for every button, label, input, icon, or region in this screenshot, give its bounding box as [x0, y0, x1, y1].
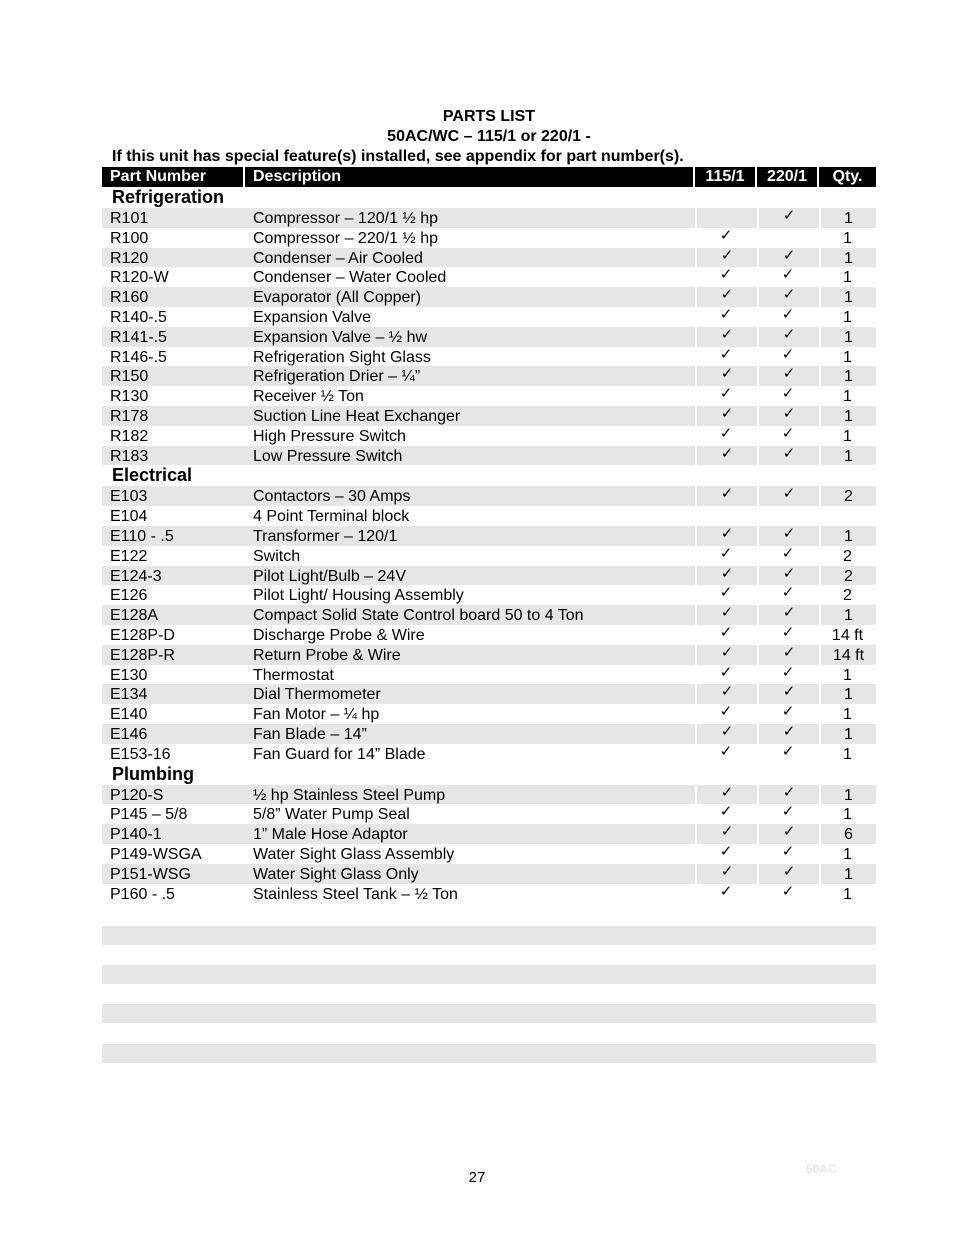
qty-cell: 1	[819, 327, 876, 347]
voltage-220-cell	[757, 625, 819, 645]
header-115: 115/1	[695, 167, 757, 187]
voltage-220-cell	[757, 884, 819, 904]
qty-cell: 1	[819, 785, 876, 805]
check-icon: ✓	[782, 863, 796, 880]
part-number-cell: R160	[110, 289, 149, 307]
voltage-220-cell	[757, 248, 819, 268]
check-icon: ✓	[720, 684, 734, 701]
check-icon: ✓	[720, 824, 734, 841]
qty-cell	[819, 506, 876, 526]
description-cell: Expansion Valve – ½ hw	[253, 328, 428, 346]
table-row	[102, 844, 876, 864]
qty-cell: 1	[819, 208, 876, 228]
voltage-220-cell	[757, 585, 819, 605]
check-icon: ✓	[719, 804, 733, 821]
qty-cell: 1	[819, 724, 876, 744]
header-part-number: Part Number	[102, 167, 245, 187]
check-icon: ✓	[720, 405, 734, 422]
voltage-220-cell	[757, 386, 819, 406]
blank-row	[102, 1004, 876, 1023]
description-cell: Evaporator (All Copper)	[253, 289, 422, 307]
table-row	[102, 585, 876, 605]
part-number-cell: R130	[110, 388, 149, 406]
table-row	[102, 426, 876, 446]
check-icon: ✓	[720, 445, 734, 462]
description-cell: Fan Motor – ¼ hp	[253, 706, 380, 724]
part-number-cell: R182	[110, 427, 149, 445]
qty-cell: 1	[843, 388, 852, 406]
description-cell: 4 Point Terminal block	[253, 508, 410, 526]
description-cell: Refrigeration Drier – ¼”	[253, 368, 421, 386]
qty-cell: 1	[843, 348, 852, 366]
voltage-220-cell	[757, 844, 819, 864]
voltage-220-cell	[757, 208, 819, 228]
header-220: 220/1	[757, 167, 819, 187]
table-row	[102, 386, 876, 406]
part-number-cell: R178	[110, 407, 149, 425]
table-header	[102, 167, 876, 187]
qty-cell: 1	[819, 366, 876, 386]
qty-cell: 14 ft	[819, 645, 876, 665]
part-number-cell: P149-WSGA	[110, 845, 202, 863]
voltage-220-cell	[757, 307, 819, 327]
voltage-115-cell	[695, 486, 757, 506]
part-number-cell: P160 - .5	[110, 885, 175, 903]
description-cell: 1” Male Hose Adaptor	[253, 826, 408, 844]
qty-cell: 1	[819, 287, 876, 307]
description-cell: Thermostat	[253, 666, 334, 684]
voltage-220-cell	[757, 287, 819, 307]
check-icon: ✓	[720, 287, 734, 304]
check-icon: ✓	[782, 565, 796, 582]
check-icon: ✓	[719, 664, 733, 681]
table-row	[102, 684, 876, 704]
blank-row	[102, 1044, 876, 1063]
check-icon: ✓	[781, 267, 795, 284]
qty-cell: 1	[843, 885, 852, 903]
part-number-cell: R120-W	[110, 269, 169, 287]
check-icon: ✓	[719, 624, 733, 641]
voltage-220-cell	[757, 267, 819, 287]
section-header	[102, 187, 876, 208]
part-number-cell: R101	[110, 210, 149, 227]
check-icon: ✓	[782, 824, 796, 841]
qty-cell: 1	[819, 406, 876, 426]
voltage-115-cell	[695, 844, 757, 864]
qty-cell: 1	[819, 526, 876, 546]
check-icon: ✓	[719, 585, 733, 602]
table-row	[102, 566, 876, 586]
part-number-cell: E134	[110, 686, 148, 704]
check-icon: ✓	[720, 366, 734, 383]
part-number-cell: E146	[110, 725, 148, 743]
voltage-115-cell	[695, 386, 757, 406]
voltage-220-cell	[757, 526, 819, 546]
check-icon: ✓	[719, 743, 733, 760]
voltage-220-cell	[757, 546, 819, 566]
parts-table	[102, 167, 876, 903]
part-number-cell: E124-3	[110, 567, 162, 585]
table-row	[102, 744, 876, 764]
part-number-cell: E104	[110, 508, 148, 526]
description-cell: Compressor – 120/1 ½ hp	[253, 210, 438, 227]
table-row	[102, 307, 876, 327]
check-icon: ✓	[720, 247, 734, 264]
description-cell: Pilot Light/Bulb – 24V	[253, 567, 406, 585]
part-number-cell: E128P-R	[110, 646, 175, 664]
voltage-115-cell	[695, 228, 757, 248]
part-number-cell: P120-S	[110, 786, 164, 804]
voltage-220-cell	[757, 645, 819, 665]
qty-cell: 2	[819, 486, 876, 506]
voltage-115-cell	[695, 406, 757, 426]
description-cell: Dial Thermometer	[253, 686, 381, 704]
check-icon: ✓	[781, 704, 795, 721]
voltage-115-cell	[695, 824, 757, 844]
qty-cell: 1	[819, 248, 876, 268]
voltage-115-cell	[695, 884, 757, 904]
check-icon: ✓	[781, 306, 795, 323]
voltage-115-cell	[695, 684, 757, 704]
check-icon: ✓	[720, 784, 734, 801]
part-number-cell: E128P-D	[110, 626, 175, 644]
voltage-220-cell	[757, 744, 819, 764]
voltage-115-cell	[695, 426, 757, 446]
part-number-cell: R141-.5	[110, 328, 167, 346]
header-qty: Qty.	[832, 168, 863, 185]
table-row	[102, 884, 876, 904]
voltage-115-cell	[695, 665, 757, 685]
part-number-cell: R146-.5	[110, 348, 167, 366]
check-icon: ✓	[720, 486, 734, 503]
qty-cell: 1	[843, 745, 852, 763]
voltage-115-cell	[695, 625, 757, 645]
description-cell: Suction Line Heat Exchanger	[253, 407, 461, 425]
description-cell: Water Sight Glass Only	[253, 865, 419, 883]
table-row	[102, 804, 876, 824]
voltage-220-cell	[757, 665, 819, 685]
part-number-cell: P145 – 5/8	[110, 806, 188, 824]
description-cell: Discharge Probe & Wire	[253, 626, 425, 644]
voltage-115-cell	[695, 704, 757, 724]
part-number-cell: E153-16	[110, 745, 171, 763]
title-block	[102, 107, 876, 167]
qty-cell: 2	[843, 547, 852, 565]
table-row	[102, 605, 876, 625]
voltage-220-cell	[757, 804, 819, 824]
voltage-220-cell	[757, 864, 819, 884]
voltage-115-cell	[695, 744, 757, 764]
description-cell: Condenser – Air Cooled	[253, 249, 423, 267]
check-icon: ✓	[782, 605, 796, 622]
check-icon: ✓	[719, 346, 733, 363]
description-cell: Fan Guard for 14” Blade	[253, 745, 426, 763]
voltage-115-cell	[695, 267, 757, 287]
part-number-cell: R100	[110, 229, 149, 247]
check-icon: ✓	[720, 525, 734, 542]
check-icon: ✓	[782, 644, 796, 661]
part-number-cell: E103	[110, 488, 148, 506]
description-cell: Expansion Valve	[253, 308, 371, 326]
qty-cell: 1	[843, 308, 852, 326]
page-number: 27	[468, 1169, 486, 1186]
table-row	[102, 208, 876, 228]
check-icon: ✓	[782, 723, 796, 740]
voltage-115-cell	[695, 248, 757, 268]
check-icon: ✓	[719, 386, 733, 403]
description-cell: Switch	[253, 547, 301, 565]
qty-cell: 1	[843, 845, 852, 863]
voltage-115-cell	[695, 526, 757, 546]
description-cell: Contactors – 30 Amps	[253, 488, 411, 506]
voltage-220-cell	[757, 366, 819, 386]
check-icon: ✓	[782, 445, 796, 462]
table-row	[102, 704, 876, 724]
qty-cell: 1	[819, 684, 876, 704]
appendix-note: If this unit has special feature(s) installed, see appendix for part number(s).	[112, 148, 684, 165]
table-body	[102, 187, 876, 903]
voltage-115-cell	[695, 645, 757, 665]
check-icon: ✓	[782, 486, 796, 503]
check-icon: ✓	[719, 843, 733, 860]
description-cell: Stainless Steel Tank – ½ Ton	[253, 885, 458, 903]
part-number-cell: E130	[110, 666, 148, 684]
qty-cell: 2	[843, 587, 852, 605]
qty-cell: 1	[843, 427, 852, 445]
table-row	[102, 446, 876, 466]
table-row	[102, 506, 876, 526]
qty-cell: 1	[843, 666, 852, 684]
qty-cell: 1	[819, 864, 876, 884]
check-icon: ✓	[782, 326, 796, 343]
description-cell: Compressor – 220/1 ½ hp	[253, 229, 438, 247]
qty-cell: 2	[819, 566, 876, 586]
part-number-cell: E126	[110, 587, 148, 605]
section-header	[102, 764, 876, 785]
part-number-cell: E128A	[110, 607, 159, 625]
part-number-cell: R150	[110, 368, 149, 386]
voltage-220-cell	[757, 327, 819, 347]
check-icon: ✓	[719, 704, 733, 721]
check-icon: ✓	[781, 624, 795, 641]
table-row	[102, 486, 876, 506]
section-title: Refrigeration	[112, 187, 225, 207]
check-icon: ✓	[782, 208, 796, 224]
table-row	[102, 406, 876, 426]
voltage-115-cell	[695, 307, 757, 327]
part-number-cell: E110 - .5	[110, 527, 174, 545]
blank-row	[102, 965, 876, 984]
voltage-115-cell	[695, 546, 757, 566]
check-icon: ✓	[719, 883, 733, 900]
voltage-220-cell	[757, 347, 819, 367]
check-icon: ✓	[782, 525, 796, 542]
check-icon: ✓	[782, 247, 796, 264]
voltage-220-cell	[757, 566, 819, 586]
check-icon: ✓	[782, 405, 796, 422]
voltage-220-cell	[757, 486, 819, 506]
description-cell: Receiver ½ Ton	[253, 388, 364, 406]
voltage-115-cell	[695, 287, 757, 307]
check-icon: ✓	[782, 784, 796, 801]
page-title: PARTS LIST	[442, 108, 536, 125]
table-row	[102, 645, 876, 665]
check-icon: ✓	[782, 287, 796, 304]
section-title: Electrical	[112, 465, 193, 486]
watermark: 50AC	[806, 1162, 837, 1176]
description-cell: Water Sight Glass Assembly	[253, 845, 455, 863]
voltage-115-cell	[695, 566, 757, 586]
description-cell: Refrigeration Sight Glass	[253, 348, 431, 366]
part-number-cell: E140	[110, 706, 148, 724]
description-cell: Transformer – 120/1	[253, 527, 398, 545]
qty-cell: 6	[819, 824, 876, 844]
check-icon: ✓	[720, 605, 734, 622]
qty-cell: 14 ft	[831, 626, 864, 644]
part-number-cell: P140-1	[110, 826, 162, 844]
qty-cell: 1	[843, 706, 852, 724]
voltage-115-cell	[695, 506, 757, 526]
check-icon: ✓	[720, 326, 734, 343]
voltage-115-cell	[695, 585, 757, 605]
header-description: Description	[245, 167, 695, 187]
table-row	[102, 287, 876, 307]
qty-cell: 1	[843, 229, 852, 247]
voltage-115-cell	[695, 366, 757, 386]
table-row	[102, 327, 876, 347]
voltage-220-cell	[757, 684, 819, 704]
check-icon: ✓	[781, 743, 795, 760]
check-icon: ✓	[719, 425, 733, 442]
check-icon: ✓	[781, 843, 795, 860]
check-icon: ✓	[719, 545, 733, 562]
qty-cell: 1	[843, 269, 852, 287]
check-icon: ✓	[719, 306, 733, 323]
check-icon: ✓	[720, 565, 734, 582]
section-header	[102, 465, 876, 486]
part-number-cell: R140-.5	[110, 308, 167, 326]
description-cell: Pilot Light/ Housing Assembly	[253, 587, 464, 605]
table-row	[102, 366, 876, 386]
table-row	[102, 526, 876, 546]
part-number-cell: R183	[110, 447, 149, 465]
table-row	[102, 228, 876, 248]
description-cell: Condenser – Water Cooled	[253, 269, 447, 287]
check-icon: ✓	[720, 863, 734, 880]
part-number-cell: P151-WSG	[110, 865, 191, 883]
description-cell: 5/8” Water Pump Seal	[253, 806, 410, 824]
part-number-cell: R120	[110, 249, 149, 267]
table-row	[102, 824, 876, 844]
voltage-115-cell	[695, 864, 757, 884]
check-icon: ✓	[781, 804, 795, 821]
check-icon: ✓	[781, 425, 795, 442]
check-icon: ✓	[781, 386, 795, 403]
voltage-115-cell	[695, 446, 757, 466]
check-icon: ✓	[781, 585, 795, 602]
blank-row	[102, 926, 876, 945]
description-cell: Return Probe & Wire	[253, 646, 401, 664]
table-row	[102, 724, 876, 744]
check-icon: ✓	[720, 644, 734, 661]
table-row	[102, 267, 876, 287]
voltage-220-cell	[757, 406, 819, 426]
check-icon: ✓	[782, 366, 796, 383]
table-row	[102, 665, 876, 685]
part-number-cell: E122	[110, 547, 148, 565]
check-icon: ✓	[720, 723, 734, 740]
check-icon: ✓	[781, 545, 795, 562]
check-icon: ✓	[782, 684, 796, 701]
page-subtitle: 50AC/WC – 115/1 or 220/1 -	[387, 128, 591, 145]
voltage-115-cell	[695, 327, 757, 347]
voltage-220-cell	[757, 446, 819, 466]
voltage-115-cell	[695, 605, 757, 625]
table-row	[102, 248, 876, 268]
qty-cell: 1	[819, 446, 876, 466]
description-cell: Low Pressure Switch	[253, 447, 403, 465]
voltage-220-cell	[757, 704, 819, 724]
qty-cell: 1	[843, 806, 852, 824]
check-icon: ✓	[781, 883, 795, 900]
check-icon: ✓	[719, 227, 733, 244]
table-row	[102, 347, 876, 367]
voltage-220-cell	[757, 228, 819, 248]
description-cell: Compact Solid State Control board 50 to 4 Ton	[253, 607, 584, 625]
section-title: Plumbing	[112, 763, 194, 784]
voltage-220-cell	[757, 506, 819, 526]
description-cell: Fan Blade – 14”	[253, 725, 367, 743]
check-icon: ✓	[781, 346, 795, 363]
voltage-115-cell	[695, 804, 757, 824]
voltage-220-cell	[757, 426, 819, 446]
description-cell: High Pressure Switch	[253, 427, 406, 445]
check-icon: ✓	[719, 267, 733, 284]
table-row	[102, 864, 876, 884]
voltage-115-cell	[695, 208, 757, 228]
description-cell: ½ hp Stainless Steel Pump	[253, 786, 446, 804]
voltage-115-cell	[695, 347, 757, 367]
voltage-220-cell	[757, 724, 819, 744]
table-row	[102, 785, 876, 805]
voltage-115-cell	[695, 724, 757, 744]
voltage-220-cell	[757, 605, 819, 625]
check-icon: ✓	[781, 664, 795, 681]
qty-cell: 1	[819, 605, 876, 625]
table-row	[102, 546, 876, 566]
voltage-220-cell	[757, 785, 819, 805]
voltage-220-cell	[757, 824, 819, 844]
table-row	[102, 625, 876, 645]
voltage-115-cell	[695, 785, 757, 805]
